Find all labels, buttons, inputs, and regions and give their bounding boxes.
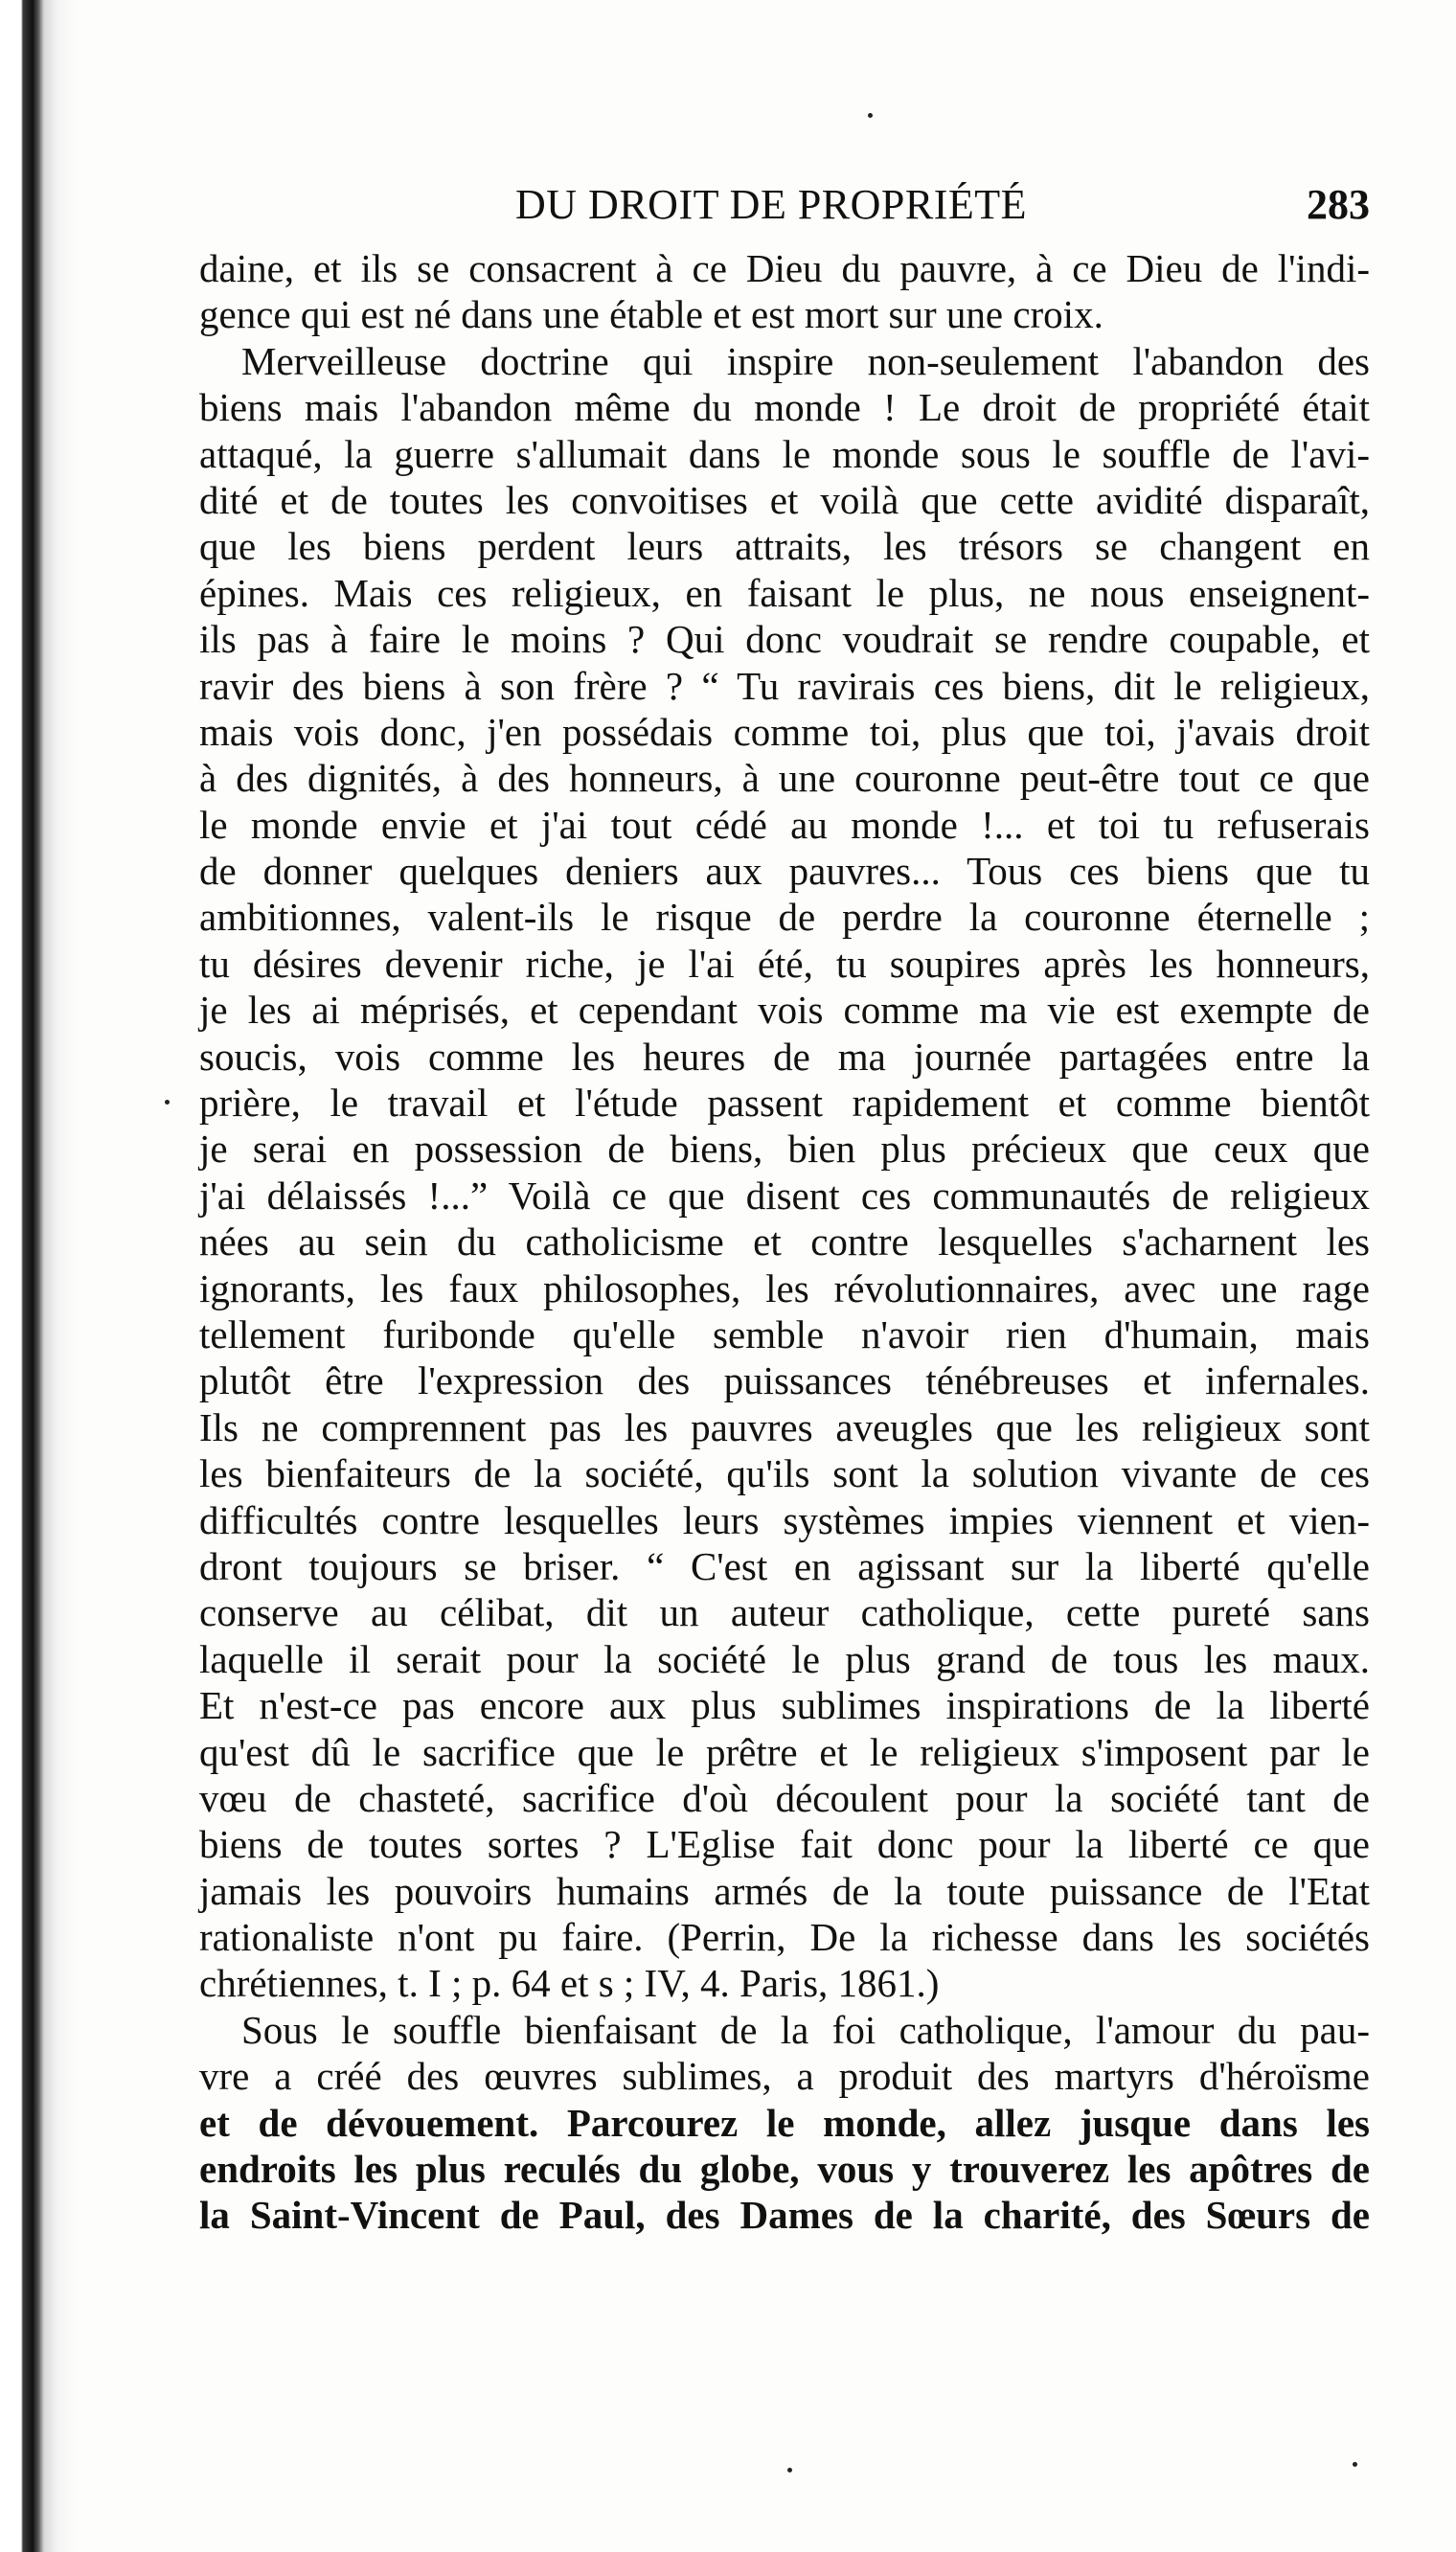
text-line: ignorants, les faux philosophes, les révolutionnaires, avec une rage bbox=[199, 1265, 1370, 1310]
ink-speck bbox=[165, 1100, 170, 1105]
text-line: la Saint-Vincent de Paul, des Dames de la charité, des Sœurs de bbox=[199, 2193, 1370, 2238]
text-line: dité et de toutes les convoitises et voilà que cette avidité disparaît, bbox=[199, 477, 1370, 522]
body-text bbox=[199, 245, 1370, 2239]
text-line: jamais les pouvoirs humains armés de la toute puissance de l'Etat bbox=[199, 1868, 1370, 1913]
text-line: Sous le souffle bienfaisant de la foi catholique, l'amour du pau- bbox=[241, 2007, 1370, 2052]
text-line: épines. Mais ces religieux, en faisant le plus, ne nous enseignent- bbox=[199, 570, 1370, 615]
ink-speck bbox=[787, 2468, 792, 2472]
text-line: endroits les plus reculés du globe, vous y trouverez les apôtres de bbox=[199, 2147, 1370, 2192]
text-line: Ils ne comprennent pas les pauvres aveugles que les religieux sont bbox=[199, 1404, 1370, 1449]
text-line: ravir des biens à son frère ? “ Tu ravirais ces biens, dit le religieux, bbox=[199, 663, 1370, 708]
text-line: dront toujours se briser. “ C'est en agissant sur la liberté qu'elle bbox=[199, 1543, 1370, 1588]
text-line: biens mais l'abandon même du monde ! Le droit de propriété était bbox=[199, 385, 1370, 430]
page-number: 283 bbox=[1307, 181, 1370, 228]
text-line: gence qui est né dans une étable et est mort sur une croix. bbox=[199, 292, 1103, 337]
text-line: rationaliste n'ont pu faire. (Perrin, De la richesse dans les sociétés bbox=[199, 1915, 1370, 1960]
text-line: ambitionnes, valent-ils le risque de perdre la couronne éternelle ; bbox=[199, 895, 1370, 940]
text-line: et de dévouement. Parcourez le monde, allez jusque dans les bbox=[199, 2100, 1370, 2145]
text-line: que les biens perdent leurs attraits, les trésors se changent en bbox=[199, 524, 1370, 569]
page-binding-edge bbox=[0, 0, 77, 2552]
text-line: attaqué, la guerre s'allumait dans le monde sous le souffle de l'avi- bbox=[199, 431, 1370, 476]
text-line: prière, le travail et l'étude passent rapidement et comme bientôt bbox=[199, 1081, 1370, 1126]
text-line: de donner quelques deniers aux pauvres... Tous ces biens que tu bbox=[199, 849, 1370, 894]
text-line: daine, et ils se consacrent à ce Dieu du pauvre, à ce Dieu de l'indi- bbox=[199, 246, 1370, 290]
text-line: chrétiennes, t. I ; p. 64 et s ; IV, 4. Paris, 1861.) bbox=[199, 1961, 940, 2006]
text-line: tellement furibonde qu'elle semble n'avoir rien d'humain, mais bbox=[199, 1311, 1370, 1356]
text-line: vre a créé des œuvres sublimes, a produit des martyrs d'héroïsme bbox=[199, 2054, 1370, 2099]
text-line: nées au sein du catholicisme et contre lesquelles s'acharnent les bbox=[199, 1219, 1370, 1265]
text-line: soucis, vois comme les heures de ma journée partagées entre la bbox=[199, 1034, 1370, 1079]
text-line: conserve au célibat, dit un auteur catholique, cette pureté sans bbox=[199, 1590, 1370, 1635]
text-line: le monde envie et j'ai tout cédé au monde !... et toi tu refuserais bbox=[199, 802, 1370, 847]
text-line: Merveilleuse doctrine qui inspire non-seulement l'abandon des bbox=[241, 338, 1370, 383]
text-line: laquelle il serait pour la société le plus grand de tous les maux. bbox=[199, 1636, 1370, 1681]
text-line: à des dignités, à des honneurs, à une couronne peut-être tout ce que bbox=[199, 756, 1370, 801]
text-line: j'ai délaissés !...” Voilà ce que disent ces communautés de religieux bbox=[199, 1173, 1370, 1218]
ink-speck bbox=[1353, 2462, 1357, 2467]
ink-speck bbox=[868, 113, 873, 118]
text-line: mais vois donc, j'en possédais comme toi, plus que toi, j'avais droit bbox=[199, 709, 1370, 754]
text-line: ils pas à faire le moins ? Qui donc voudrait se rendre coupable, et bbox=[199, 617, 1370, 662]
text-line: qu'est dû le sacrifice que le prêtre et le religieux s'imposent par le bbox=[199, 1729, 1370, 1774]
text-line: plutôt être l'expression des puissances ténébreuses et infernales. bbox=[199, 1358, 1370, 1403]
text-line: biens de toutes sortes ? L'Eglise fait donc pour la liberté ce que bbox=[199, 1822, 1370, 1867]
text-line: tu désires devenir riche, je l'ai été, tu soupires après les honneurs, bbox=[199, 941, 1370, 986]
text-line: les bienfaiteurs de la société, qu'ils sont la solution vivante de ces bbox=[199, 1451, 1370, 1496]
text-line: je les ai méprisés, et cependant vois comme ma vie est exempte de bbox=[199, 988, 1370, 1033]
text-line: vœu de chasteté, sacrifice d'où découlent pour la société tant de bbox=[199, 1775, 1370, 1820]
running-title: DU DROIT DE PROPRIÉTÉ bbox=[515, 181, 1028, 228]
text-line: je serai en possession de biens, bien plus précieux que ceux que bbox=[199, 1127, 1370, 1172]
text-line: Et n'est-ce pas encore aux plus sublimes inspirations de la liberté bbox=[199, 1683, 1370, 1728]
text-line: difficultés contre lesquelles leurs systèmes impies viennent et vien- bbox=[199, 1497, 1370, 1542]
page-header bbox=[199, 180, 1370, 238]
